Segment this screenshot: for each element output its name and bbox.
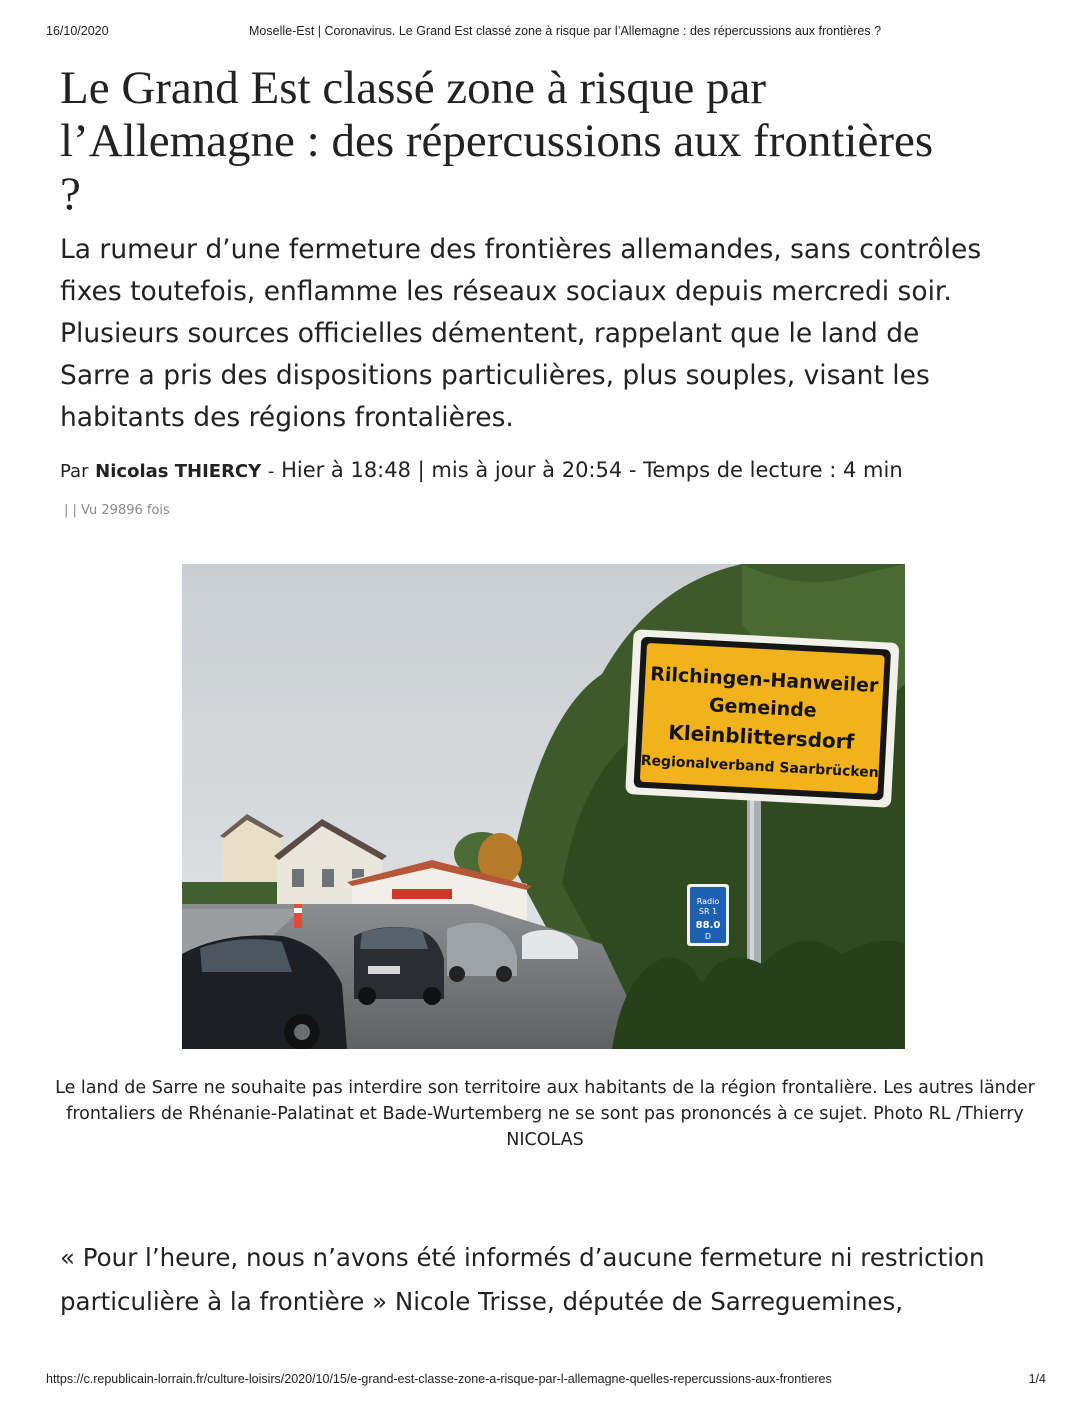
sign-town-name: Rilchingen-Hanweiler <box>649 663 879 698</box>
byline <box>60 458 1020 482</box>
article-lede: La rumeur d’une fermeture des frontières allemandes, sans contrôles fixes toutefois, enflamme les réseaux sociaux depuis mercredi soir. Plusieurs sources officielles démentent, rappelant que le land de Sarre a pris des dispositions particulières, plus souples, visant les habitants des régions frontalières. <box>60 234 982 433</box>
article-photo <box>182 564 905 1049</box>
radio-sign-line1: Radio <box>696 897 720 906</box>
print-url: https://c.republicain-lorrain.fr/culture-loisirs/2020/10/15/e-grand-est-classe-zone-a-risque-par-l-allemagne-quelles-repercussions-aux-frontieres <box>46 1372 832 1386</box>
sign-region: Regionalverband Saarbrücken <box>640 752 880 782</box>
print-document-title: Moselle-Est | Coronavirus. Le Grand Est classé zone à risque par l’Allemagne : des répercussions aux frontières ? <box>249 24 882 38</box>
byline-prefix: Par <box>60 461 89 482</box>
photo-caption: Le land de Sarre ne souhaite pas interdire son territoire aux habitants de la région frontalière. Les autres länder frontaliers de Rhénanie-Palatinat et Bade-Wurtemberg ne se sont pas prononcés à ce sujet. Photo RL /Thierry NICOLAS <box>55 1078 1035 1150</box>
article <box>60 62 1020 518</box>
article-body-paragraph: « Pour l’heure, nous n’avons été informés d’aucune fermeture ni restriction particulière à la frontière » Nicole Trisse, députée de Sarreguemines, <box>60 1243 985 1316</box>
author-link[interactable]: Nicolas THIERCY <box>95 461 262 482</box>
view-count: | | Vu 29896 fois <box>64 503 170 518</box>
page-number: 1/4 <box>1028 1372 1046 1386</box>
article-headline: Le Grand Est classé zone à risque par l’Allemagne : des répercussions aux frontières ? <box>60 62 934 220</box>
radio-sign-line3: 88.0 <box>695 920 721 931</box>
print-date: 16/10/2020 <box>46 24 109 38</box>
publish-info: Hier à 18:48 | mis à jour à 20:54 - Temps de lecture : 4 min <box>281 458 903 482</box>
byline-separator: - <box>267 461 275 482</box>
print-header <box>46 22 1046 42</box>
sign-gemeinde: Gemeinde <box>708 694 818 722</box>
radio-sign-line2: SR 1 <box>698 907 718 916</box>
sign-municipality: Kleinblittersdorf <box>667 720 855 754</box>
radio-sign-line4: D <box>704 932 712 941</box>
